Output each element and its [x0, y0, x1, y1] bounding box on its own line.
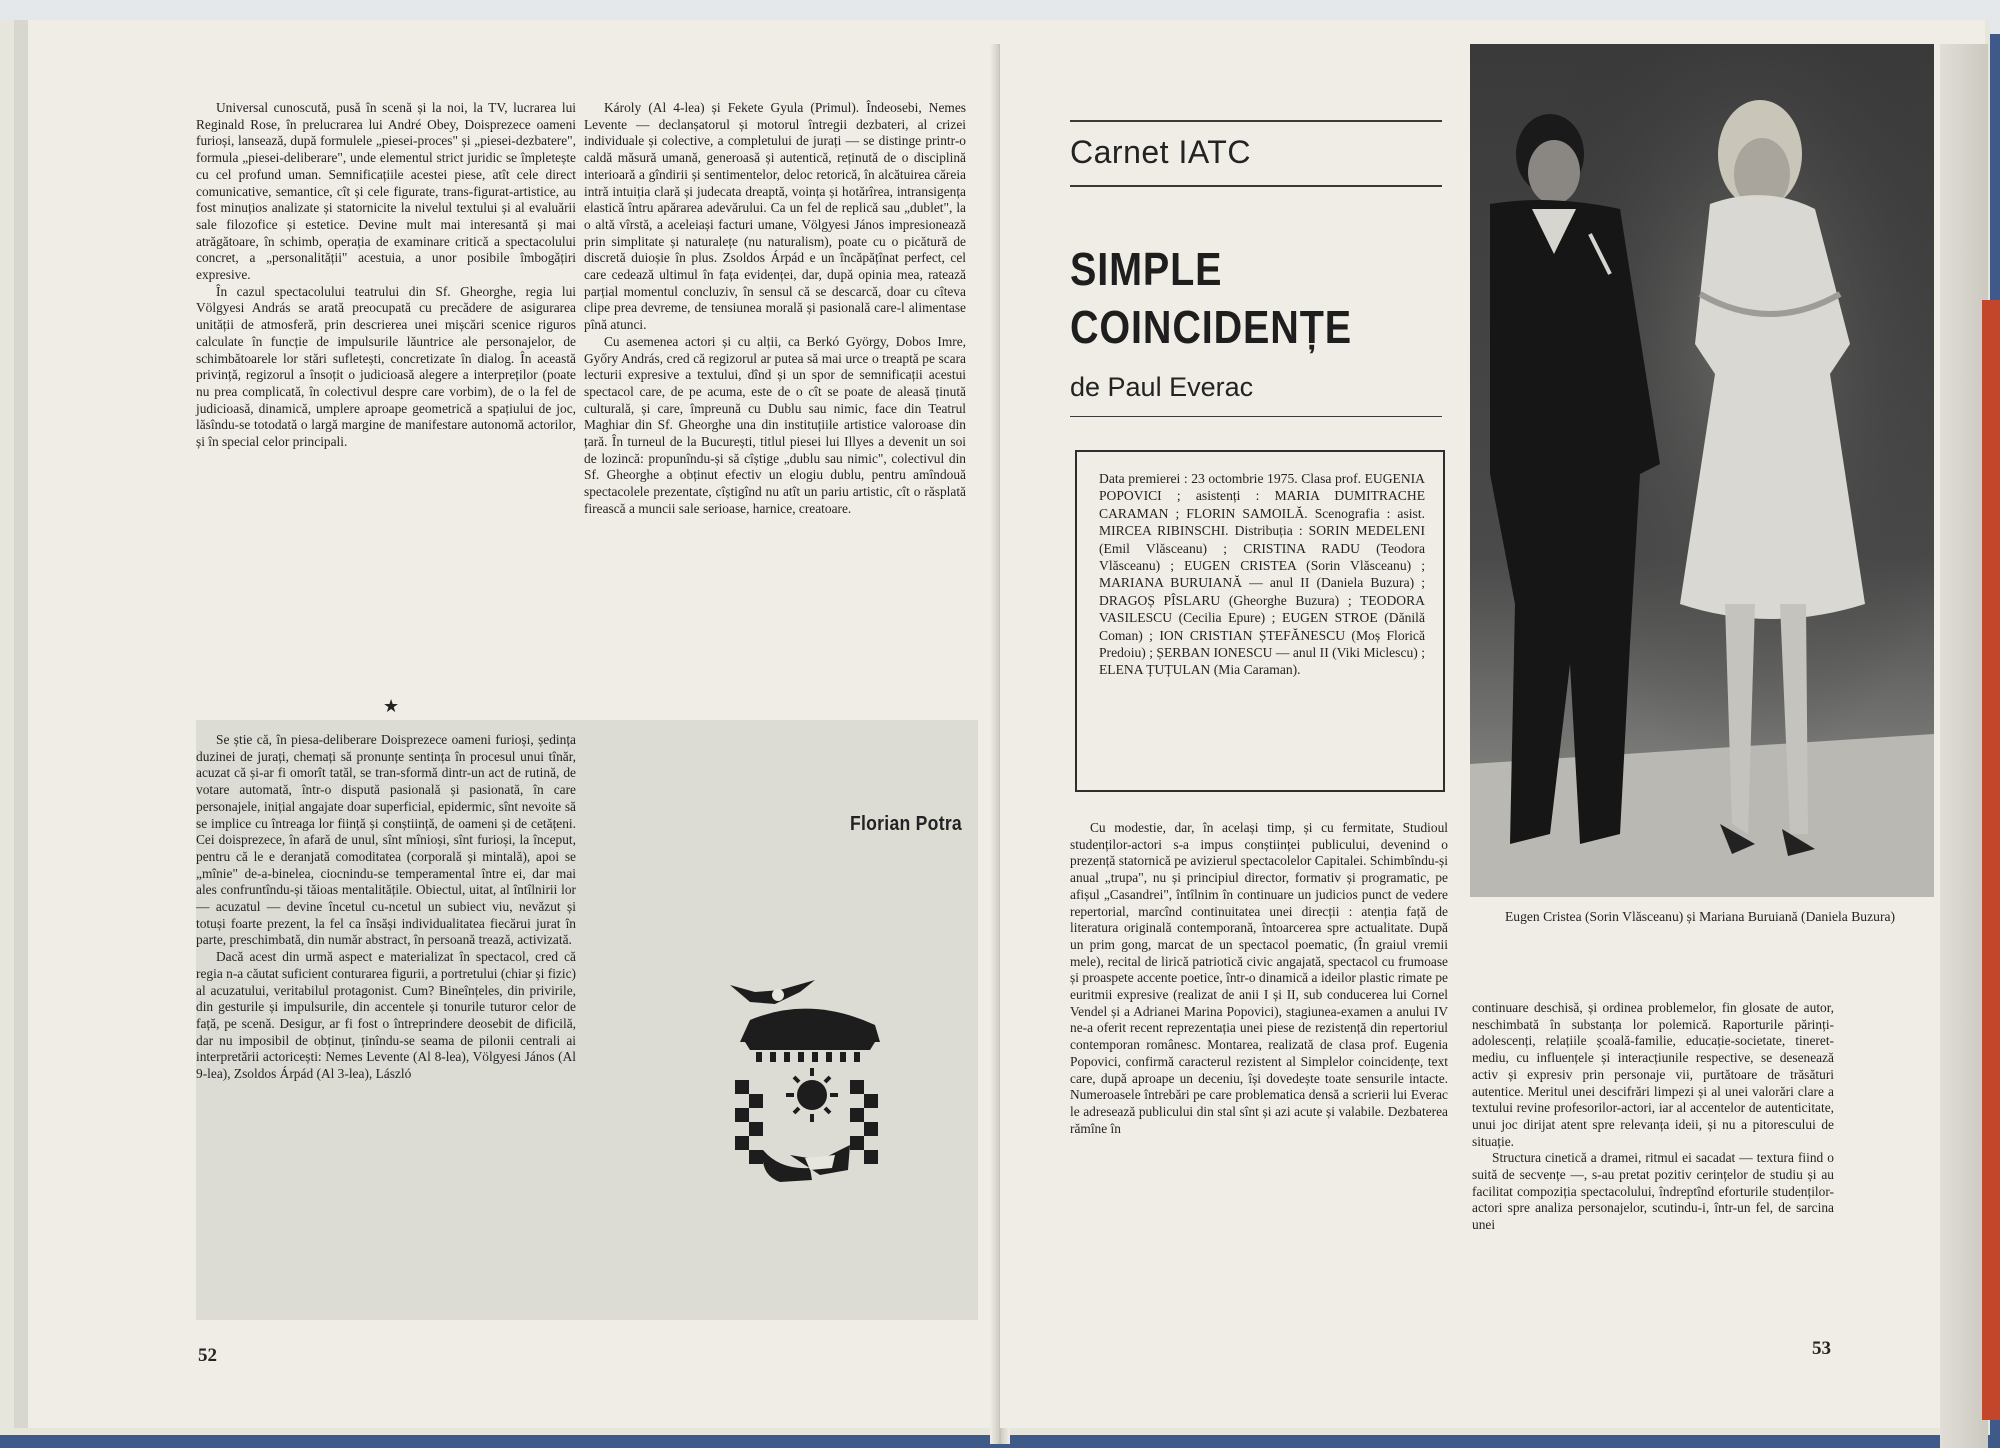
left-column-1 — [196, 100, 576, 451]
paragraph: În cazul spectacolului teatrului din Sf. Gheorghe, regia lui Völgyesi András se arată preocupată cu precădere de asigurarea unității de atmosferă, prin descrierea unei mișcări scenice riguros calculate în funcție de impulsurile lăuntrice ale personajelor, de schimbătoarele lor stări sufletești, concretizate în dialog. În această privință, regizorul a însoțit o judicioasă alegere a interpreților (poate nu prea complicată, în colectivul despre care vorbim), de o la fel de judicioasă, dinamică, umplere aproape geometrică a spațiului de joc, lăsîndu-se totodată o largă margine de manifestare autonomă actorilor, și în special celor principali. — [196, 283, 576, 450]
page-number: 52 — [198, 1345, 217, 1366]
paragraph: Se știe că, în piesa-deliberare Doisprezece oameni furioși, ședința duzinei de jurați, chemați să pronunțe sentința în procesul unui tînăr, acuzat că și-ar fi omorît tatăl, se tran-sformă dintr-un act de rutină, de votare automată, într-o dispută pasională și pasionată, în care personajele, inițial angajate doar superficial, epidermic, sînt nevoite să se implice cu întreaga lor ființă și conștiință, de oameni și de cetățeni. Cei doisprezece, în afară de unul, sînt mînioși, sînt furioși, la început, pentru că le e deranjată comoditatea (corporală și mintală), apoi se „mînie" de-a-binelea, ciocnindu-se temperamental între ei, dar mai ales confruntîndu-și tăioas mentalitățile. Obiectul, uitat, al întîlnirii lor — acuzatul — devine încetul cu-ncetul un subiect viu, nevăzut și totuși foarte prezent, la fel ca însăși individualitatea fiecărui jurat în parte, preschimbată, din număr abstract, în persoană trează, activizată. — [196, 732, 576, 948]
performance-photo — [1470, 44, 1934, 897]
section-separator-star: ★ — [383, 696, 400, 716]
left-column-2 — [584, 100, 966, 518]
paragraph: Cu asemenea actori și cu alții, ca Berkó György, Dobos Imre, Győry András, cred că regizorul ar putea să mai urce o treaptă pe scara lecturii expresive a textului, dînd și un spor de semnificații acestui spectacol care, de pe acuma, este de o cît se poate de aleasă ținută culturală, și care, împreună cu Dublu sau nimic, face din Teatrul Maghiar din Sf. Gheorghe una din instituțiile artistice valoroase din țară. În turneul de la București, titlul piesei lui Illyes a devenit un soi de lozincă: propunîndu-și să cîștige „dublu sau nimic", colectivul din Sf. Gheorghe a obținut efectiv un elogiu dublu, pentru amîndouă spectacolele prezentate, cîștigînd nu atît un pariu artistic, cît o răsplată firească a muncii sale serioase, harnice, creatoare. — [584, 333, 966, 516]
paragraph: Cu modestie, dar, în același timp, și cu fermitate, Studioul studenților-actori s-a impus conștiinței publicului, devenind o prezență statornică pe avizierul spectacolelor Capitalei. Schimbîndu-și anual „trupa", nu și principiul director, formativ și programatic, pe afișul „Casandrei", întîlnim în continuare un judicios punct de vedere repertorial, marcînd continuitatea unei direcții : atenția față de literatura originală contemporană, întoarcerea spre actualitate. După un prim gong, marcat de un spectacol poematic, (În graiul vremii mele), recital de lirică patriotică civic angajată, spectacol cu frumoase și proaspete accente poetice, într-o dinamică a ideilor plastic rimate pe euritmii expresive (realizat de anii I și II, sub conducerea lui Cornel Vendel și a Adrianei Marina Popovici), stagiunea-examen a anului IV ne-a oferit recent reprezentația unei piese de rezistență din repertoriul contemporan românesc. Montarea, realizată de clasa prof. Eugenia Popovici, confirmă caracterul rezistent al Simplelor coincidențe, text care, după aproape un deceniu, își dovedește toate sensurile intacte. Numeroasele întrebări pe care problematica densă a scrierii lui Everac le adresează publicului din stal sînt și azi acute și valabile. Dezbaterea rămîne în — [1070, 820, 1448, 1136]
title-line-1: SIMPLE — [1070, 243, 1223, 295]
left-column-1-continued — [196, 732, 576, 1083]
paragraph: Universal cunoscută, pusă în scenă și la noi, la TV, lucrarea lui Reginald Rose, în prelucrarea lui André Obey, Doisprezece oameni furioși, lansează, după formulele „piesei-proces" și „piesei-dezbatere", formula „piesei-deliberare", unde elementul strict juridic se împletește cu cel profund uman. Semnificațiile acestei piese, atît cele direct comunicative, semantice, cît și cele figurate, trans-figurat-artistice, au fost minuțios analizate și statornicite la nivelul textului și al evaluării sale filozofice și estetice. Devine mult mai interesantă și mai atrăgătoare, în schimb, operația de examinare critică a spectacolului concret, a „personalității" acestuia, a unor posibile îmbogățiri expresive. — [196, 100, 576, 283]
header-rule-top — [1070, 120, 1442, 122]
back-cover-edge — [1982, 300, 2000, 1420]
title-rule — [1070, 416, 1442, 417]
article-author: de Paul Everac — [1070, 372, 1254, 402]
credits-text: Data premierei : 23 octombrie 1975. Clasa prof. EUGENIA POPOVICI ; asistenți : MARIA DUMITRACHE CARAMAN ; FLORIN SAMOILĂ. Scenografia : asist. MIRCEA RIBINSCHI. Distribuția : SORIN MEDELENI (Emil Vlăsceanu) ; CRISTINA RADU (Teodora Vlăsceanu) ; EUGEN CRISTEA (Sorin Vlăsceanu) ; MARIANA BURUIANĂ — anul II (Daniela Buzura) ; DRAGOȘ PÎSLARU (Gheorghe Buzura) ; TEODORA VASILESCU (Cecilia Epure) ; EUGEN STROE (Dănilă Coman) ; ION CRISTIAN ȘTEFĂNESCU (Moș Florică Predoiu) ; ȘERBAN IONESCU — anul II (Viki Miclescu) ; ELENA ȚUȚULAN (Mia Caraman). — [1099, 471, 1425, 678]
paragraph: Structura cinetică a dramei, ritmul ei sacadat — textura fiind o suită de secvențe —, s-au pretat pozitiv cerințelor de studiu și au facilitat compoziția spectacolului, îndreptînd eforturile studenților-actori spre analiza personajelor, scutindu-i, într-un fel, de sarcina unei — [1472, 1150, 1834, 1233]
right-column-1 — [1070, 820, 1448, 1137]
photo-caption: Eugen Cristea (Sorin Vlăsceanu) și Mariana Buruiană (Daniela Buzura) — [1504, 909, 1896, 924]
right-column-2 — [1472, 1000, 1834, 1234]
paragraph: Dacă acest din urmă aspect e materializat în spectacol, cred că regia n-a căutat suficient conturarea figurii, a portretului (chiar și fizic) al acuzatului, veritabilul protagonist. Cum? Bineînțeles, din privirile, din gesturile și impulsurile, din accentele și tonurile tuturor celor de față, pe scenă. Desigur, ar fi fost o întreprindere deosebit de dificilă, dar nu imposibil de obținut, ținîndu-se seama de pilonii centrali ai interpretării actoricești: Nemes Levente (Al 8-lea), Völgyesi János (Al 9-lea), Zsoldos Árpád (Al 3-lea), László — [196, 949, 576, 1082]
paragraph: continuare deschisă, și ordinea problemelor, fin glosate de autor, neschimbată în substanța lor polemică. Raporturile părinți-adolescenți, relațiile școală-familie, educație-societate, tineret-mediu, cu influențele și interacțiunile respective, se desenează activ și expresiv prin personaje vii, purtătoare de trăsături autentice. Meritul unei descifrări limpezi și al unei valorări clare a textului revine profesorilor-actori, iar al accentelor de autenticitate, unui joc dirijat atent spre relevanța ideii, și nu a pitorescului de situație. — [1472, 1000, 1834, 1149]
paragraph: Károly (Al 4-lea) și Fekete Gyula (Primul). Îndeosebi, Nemes Levente — declanșatorul și motorul întregii dezbateri, al crizei individuale și colective, a completului de jurați — se distinge printr-o caldă măsură umană, generoasă și autentică, reținută de o disciplină interioară a gîndirii și sentimentelor, deloc retorică, în alcătuirea căreia intră intuiția clară și judecata dreaptă, voința și hotărîrea, intransigența elastică întru apărarea adevărului. Ca un fel de replică sau „dublet", la o altă vîrstă, a aceleiași facturi umane, Völgyesi János impresionează prin simplitate și naturalețe (nu naturalism), poate cu o picătură de discretă duioșie în plus. Zsoldos Árpád e un încăpățînat perfect, cel care cedează ultimul în fața evidenței, dar, după opinia mea, ratează parțial momentul concluziv, în sensul că se descarcă, doar cu cîteva clipe prea devreme, de tensiunea morală și pasională care-l alimentase pînă atunci. — [584, 100, 966, 333]
theatre-emblem-illustration — [720, 970, 900, 1200]
left-page — [14, 20, 1012, 1428]
page-number: 53 — [1812, 1338, 1831, 1359]
article-title — [1070, 240, 1352, 356]
title-line-2: COINCIDENȚE — [1070, 301, 1352, 353]
magazine-spread — [0, 20, 1990, 1435]
credits-box — [1075, 450, 1445, 792]
header-rule-bottom — [1070, 185, 1442, 187]
section-label: Carnet IATC — [1070, 134, 1251, 170]
page-edges — [1940, 44, 1988, 1448]
author-signature: Florian Potra — [850, 813, 962, 835]
